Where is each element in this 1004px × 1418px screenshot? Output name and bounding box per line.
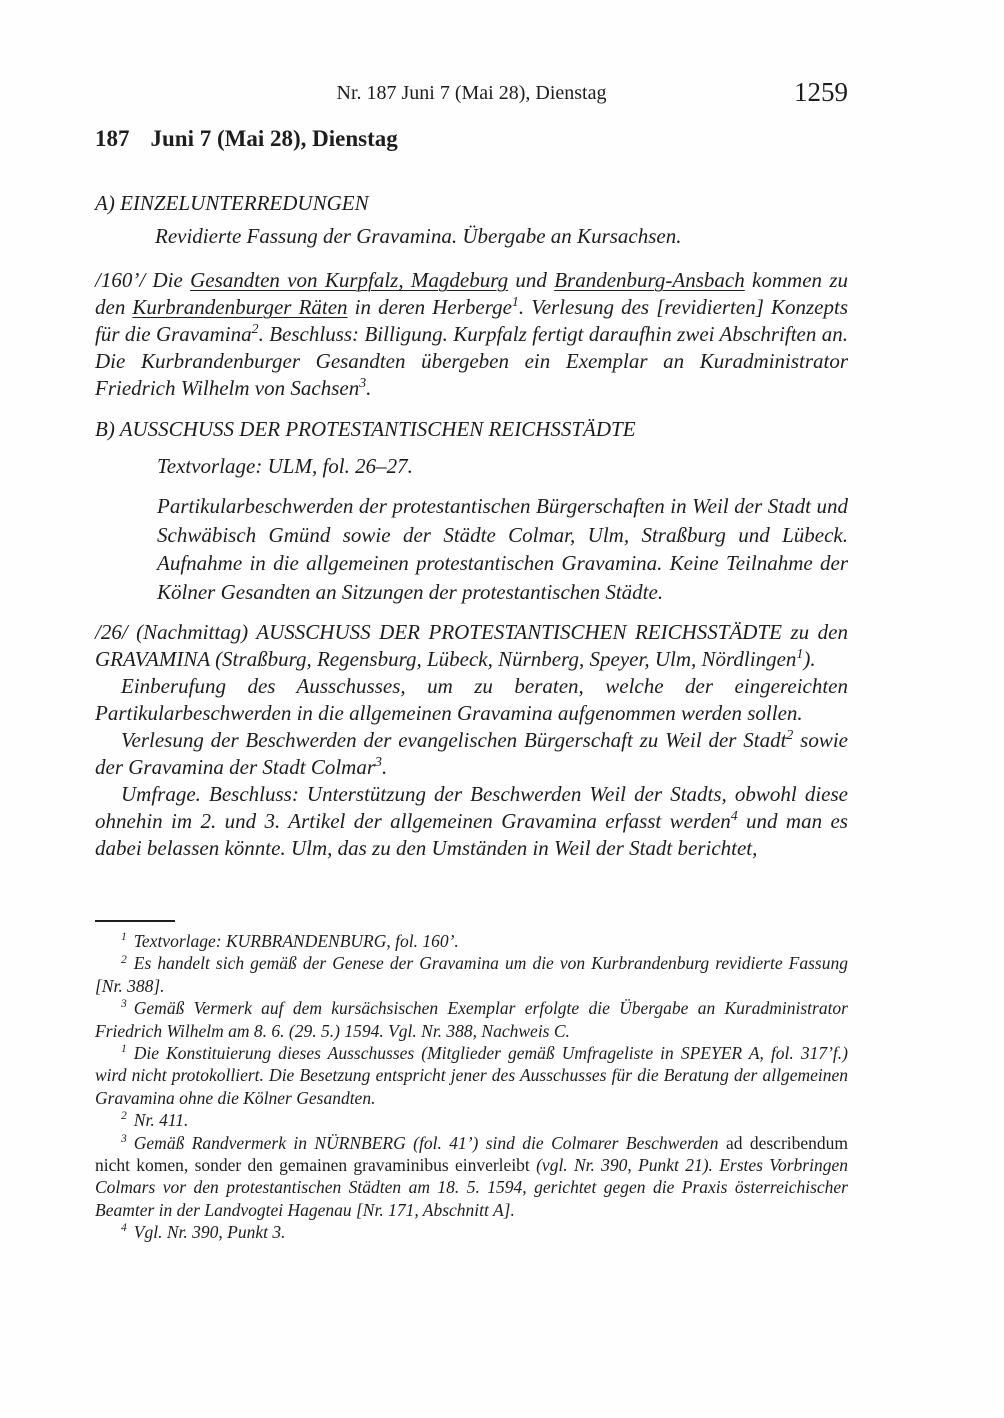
footnote-marker: 2 xyxy=(121,1110,127,1123)
footnote-text: Gemäß Vermerk auf dem kursächsischen Exemplar erfolgte die Übergabe an Kuradministrator Friedrich Wilhelm am 8. 6. (29. 5.) 1594. Vgl. Nr. 388, Nachweis C. xyxy=(95,998,848,1041)
footnote-a2 xyxy=(95,952,848,997)
entry-number: 187 xyxy=(95,126,130,151)
footnote-ref: 4 xyxy=(730,808,738,823)
footnote-a1 xyxy=(95,930,848,952)
paragraph-verlesung xyxy=(95,727,848,781)
text-run: ). xyxy=(803,647,816,671)
text-run: kommen zu den xyxy=(95,268,848,319)
text-run: . Beschluss: Billigung. Kurpfalz fertigt daraufhin zwei Abschriften an. Die Kurbrandenburger Gesandten übergeben ein Exemplar an Kuradministrator Friedrich Wilhelm von Sachsen xyxy=(95,322,848,400)
underlined-text: Kurbrandenburger Räten xyxy=(132,295,348,319)
footnote-ref: 1 xyxy=(511,294,519,309)
paragraph-fol26 xyxy=(95,619,848,673)
text-run: Verlesung der Beschwerden der evangelischen Bürgerschaft zu Weil der Stadt xyxy=(121,728,787,752)
paragraph-umfrage xyxy=(95,781,848,862)
footnote-marker: 4 xyxy=(121,1222,127,1235)
footnote-ref: 3 xyxy=(375,754,382,769)
text-run: und xyxy=(508,268,555,292)
running-head-title: Nr. 187 Juni 7 (Mai 28), Dienstag xyxy=(336,82,607,104)
footnote-ref: 3 xyxy=(359,375,367,390)
entry-heading xyxy=(95,124,848,154)
footnote-text: Vgl. Nr. 390, Punkt 3. xyxy=(133,1222,286,1243)
underlined-text: Gesandten von Kurpfalz, Magdeburg xyxy=(190,268,509,292)
text-run: sowie der Gravamina der Stadt Colmar xyxy=(95,728,848,779)
text-run: . xyxy=(366,376,372,400)
footnote-text: Nr. 411. xyxy=(133,1110,189,1131)
footnote-separator-rule xyxy=(95,920,175,922)
text-run: . xyxy=(381,755,388,779)
section-b-heading: B) AUSSCHUSS DER PROTESTANTISCHEN REICHSSTÄDTE xyxy=(95,417,636,441)
footnote-text: (vgl. Nr. 390, Punkt 21). Erstes Vorbringen Colmars vor den protestantischen Städten am 18. 5. 1594, gerichtet gegen die Praxis österreichischer Beamter in der Landvogtei Hagenau [Nr. 171, Abschnitt A]. xyxy=(95,1155,849,1220)
footnote-text: Gemäß Randvermerk in NÜRNBERG (fol. 41’) sind die Colmarer Beschwerden xyxy=(133,1132,726,1153)
footnote-b4 xyxy=(95,1221,848,1243)
footnote-b2 xyxy=(95,1109,848,1131)
entry-title: Juni 7 (Mai 28), Dienstag xyxy=(150,126,398,151)
text-run: /160’/ Die xyxy=(95,268,191,292)
footnote-quoted-source-text: ad describendum nicht komen, sonder den gemainen gravaminibus einverleibt xyxy=(95,1132,849,1176)
text-run: . Verlesung des [revidierten] Konzepts für die Gravamina xyxy=(95,295,848,346)
footnote-text: Es handelt sich gemäß der Genese der Gravamina um die von Kurbrandenburg revidierte Fassung [Nr. 388]. xyxy=(95,953,848,996)
footnote-ref: 1 xyxy=(796,646,804,661)
footnote-b1 xyxy=(95,1042,848,1109)
footnote-text: Textvorlage: KURBRANDENBURG, fol. 160’. xyxy=(133,931,459,951)
footnotes-block xyxy=(95,920,848,1244)
paragraph-fol160 xyxy=(95,267,848,402)
page-number: 1259 xyxy=(794,77,848,107)
section-b-textvorlage: Textvorlage: ULM, fol. 26–27. xyxy=(157,454,413,478)
footnote-ref: 2 xyxy=(251,321,259,336)
text-run: /26/ (Nachmittag) AUSSCHUSS DER PROTESTANTISCHEN REICHSSTÄDTE zu den GRAVAMINA (Straßburg, Regensburg, Lübeck, Nürnberg, Speyer, Ulm, Nördlingen xyxy=(95,620,848,671)
footnote-text: Die Konstituierung dieses Ausschusses (Mitglieder gemäß Umfrageliste in SPEYER A, fol. 317’f.) wird nicht protokolliert. Die Besetzung entspricht jener des Ausschusses für die Beratung der allgemeinen Gravamina ohne die Kölner Gesandten. xyxy=(95,1043,848,1108)
paragraph-einberufung: Einberufung des Ausschusses, um zu beraten, welche der eingereichten Partikularbeschwerden in die allgemeinen Gravamina aufgenommen werden sollen. xyxy=(95,674,848,725)
footnote-marker: 1 xyxy=(121,931,127,944)
footnote-marker: 1 xyxy=(121,1043,127,1056)
footnote-a3 xyxy=(95,997,848,1042)
underlined-text: Brandenburg-Ansbach xyxy=(554,268,745,292)
footnote-ref: 2 xyxy=(786,727,794,742)
footnote-b3 xyxy=(95,1132,848,1222)
text-run: und man es dabei belassen könnte. Ulm, das zu den Umständen in Weil der Stadt berichtet, xyxy=(95,809,848,860)
section-b-summary: Partikularbeschwerden der protestantischen Bürgerschaften in Weil der Stadt und Schwäbisch Gmünd sowie der Städte Colmar, Ulm, Straßburg und Lübeck. Aufnahme in die allgemeinen protestantischen Gravamina. Keine Teilnahme der Kölner Gesandten an Sitzungen der protestantischen Städte. xyxy=(157,494,848,604)
section-a-heading: A) EINZELUNTERREDUNGEN xyxy=(95,191,369,215)
running-head xyxy=(95,77,848,108)
section-a-summary: Revidierte Fassung der Gravamina. Übergabe an Kursachsen. xyxy=(155,224,682,248)
text-run: in deren Herberge xyxy=(347,295,512,319)
text-run: Umfrage. Beschluss: Unterstützung der Beschwerden Weil der Stadts, obwohl diese ohnehin im 2. und 3. Artikel der allgemeinen Gravamina erfasst werden xyxy=(95,782,848,833)
footnote-marker: 2 xyxy=(121,953,127,966)
page-content xyxy=(95,190,848,1244)
footnote-marker: 3 xyxy=(121,1132,127,1145)
footnote-marker: 3 xyxy=(121,998,127,1011)
